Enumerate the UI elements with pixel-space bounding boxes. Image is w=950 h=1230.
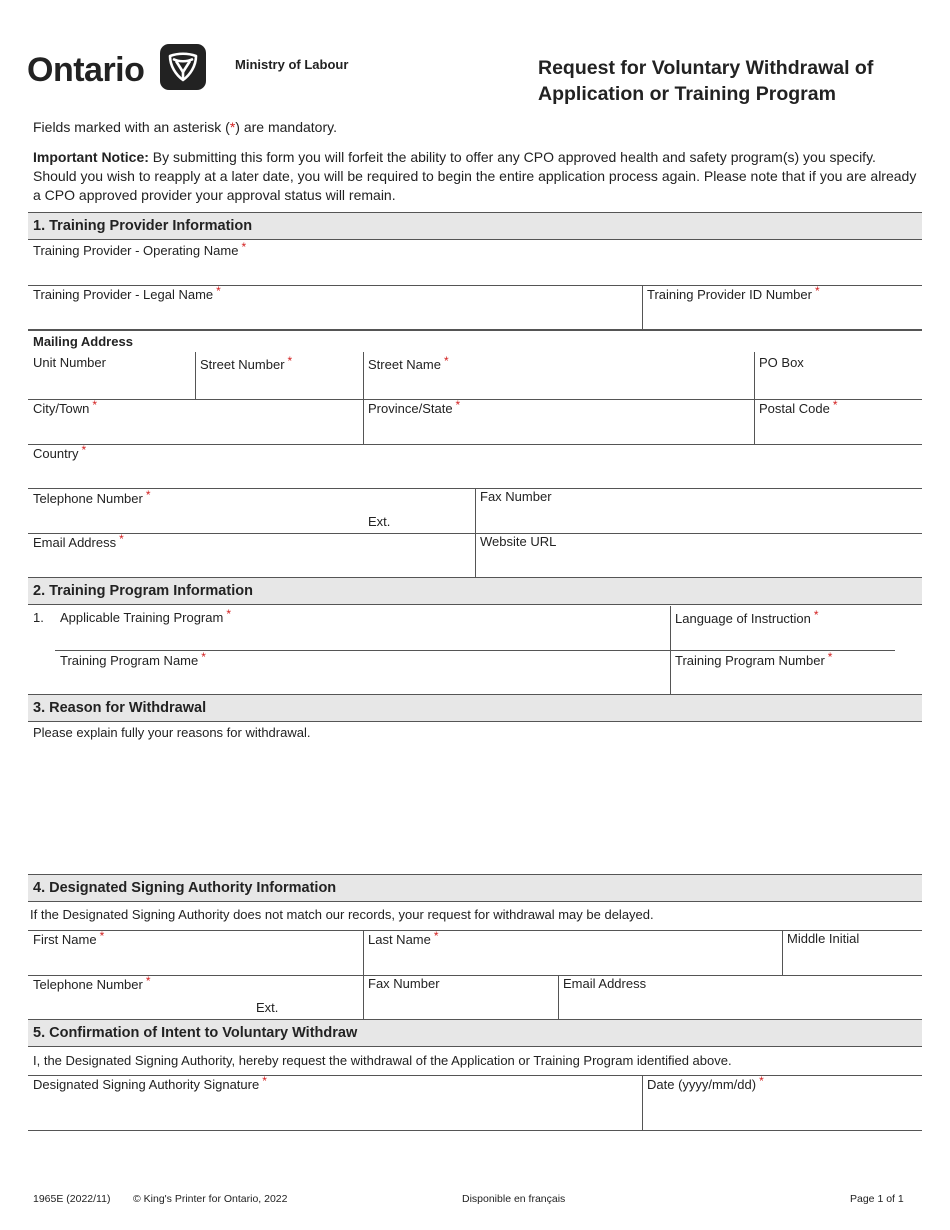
divider — [754, 352, 755, 444]
applicable-program-input[interactable] — [60, 630, 664, 648]
asterisk: * — [229, 119, 236, 135]
program-number-input[interactable] — [675, 673, 915, 691]
section-4-heading: 4. Designated Signing Authority Information — [28, 874, 922, 902]
postal-code-input[interactable] — [759, 422, 917, 440]
divider — [28, 1130, 922, 1131]
po-box-label: PO Box — [759, 355, 804, 370]
operating-name-input[interactable] — [33, 264, 918, 282]
program-number-label: Training Program Number * — [675, 650, 833, 668]
postal-code-label: Postal Code * — [759, 398, 838, 416]
legal-name-label: Training Provider - Legal Name * — [33, 284, 221, 302]
divider — [28, 1075, 922, 1076]
important-notice-text: By submitting this form you will forfeit the ability to offer any CPO approved health and safety program(s) you specify. Should you wish to reapply at a later date, you will be required to begin the entire application process again. Please note that if you are already a CPO approved provider your approval status will remain. — [33, 149, 917, 203]
city-label: City/Town * — [33, 398, 98, 416]
last-name-label: Last Name * — [368, 929, 439, 947]
important-notice — [33, 148, 923, 205]
street-name-label: Street Name * — [368, 354, 449, 372]
reason-instruction: Please explain fully your reasons for withdrawal. — [33, 725, 311, 740]
date-input[interactable] — [647, 1100, 917, 1124]
form-title-line2: Application or Training Program — [538, 83, 836, 105]
middle-initial-label: Middle Initial — [787, 931, 860, 946]
email-label: Email Address * — [33, 532, 124, 550]
first-name-input[interactable] — [33, 953, 358, 971]
program-name-input[interactable] — [60, 673, 664, 691]
operating-name-label: Training Provider - Operating Name * — [33, 240, 247, 258]
province-input[interactable] — [368, 422, 748, 440]
form-title-line1: Request for Voluntary Withdrawal of — [538, 57, 874, 79]
important-notice-label: Important Notice: — [33, 149, 149, 165]
dsa-fax-label: Fax Number — [368, 976, 440, 991]
unit-number-label: Unit Number — [33, 355, 106, 370]
telephone-input[interactable] — [33, 512, 358, 530]
fax-input[interactable] — [480, 510, 917, 528]
trillium-icon — [160, 44, 206, 90]
telephone-label: Telephone Number * — [33, 488, 151, 506]
divider — [558, 975, 559, 1020]
divider — [782, 930, 783, 975]
date-label: Date (yyyy/mm/dd) * — [647, 1074, 764, 1092]
country-input[interactable] — [33, 467, 918, 485]
street-name-input[interactable] — [368, 377, 748, 395]
divider — [28, 399, 922, 400]
mandatory-note — [33, 118, 923, 137]
mandatory-note-post: ) are mandatory. — [235, 119, 337, 135]
city-input[interactable] — [33, 422, 358, 440]
reason-textarea[interactable] — [33, 745, 918, 867]
signature-label: Designated Signing Authority Signature * — [33, 1074, 267, 1092]
divider — [28, 975, 922, 976]
divider — [55, 650, 895, 651]
dsa-telephone-input[interactable] — [33, 998, 248, 1016]
street-number-label: Street Number * — [200, 354, 293, 372]
page-number: Page 1 of 1 — [850, 1193, 904, 1205]
program-name-label: Training Program Name * — [60, 650, 206, 668]
dsa-fax-input[interactable] — [368, 997, 553, 1015]
ontario-logo-text: Ontario — [27, 51, 145, 89]
country-label: Country * — [33, 443, 87, 461]
provider-id-input[interactable] — [647, 308, 917, 326]
dsa-ext-label: Ext. — [256, 1000, 279, 1015]
dsa-note: If the Designated Signing Authority does not match our records, your request for withdrawal may be delayed. — [30, 907, 654, 922]
language-label: Language of Instruction * — [675, 608, 819, 626]
ministry-name: Ministry of Labour — [235, 57, 349, 72]
website-input[interactable] — [480, 555, 917, 573]
copyright: © King's Printer for Ontario, 2022 — [133, 1193, 288, 1205]
website-label: Website URL — [480, 534, 557, 549]
withdrawal-statement: I, the Designated Signing Authority, hereby request the withdrawal of the Application or Training Program identified above. — [33, 1053, 732, 1068]
provider-id-label: Training Provider ID Number * — [647, 284, 820, 302]
section-1-heading: 1. Training Provider Information — [28, 212, 922, 240]
row-number: 1. — [33, 610, 44, 625]
divider — [195, 352, 196, 399]
divider — [363, 352, 364, 444]
form-title — [538, 55, 938, 107]
signature-input[interactable] — [33, 1100, 633, 1124]
street-number-input[interactable] — [200, 377, 358, 395]
applicable-program-label: Applicable Training Program * — [60, 607, 231, 625]
section-5-heading: 5. Confirmation of Intent to Voluntary Withdraw — [28, 1019, 922, 1047]
divider — [28, 444, 922, 445]
dsa-ext-input[interactable] — [282, 998, 358, 1016]
po-box-input[interactable] — [759, 377, 917, 395]
mandatory-note-pre: Fields marked with an asterisk ( — [33, 119, 230, 135]
middle-initial-input[interactable] — [787, 953, 917, 971]
ext-label: Ext. — [368, 514, 391, 529]
divider — [28, 329, 922, 331]
ext-input[interactable] — [394, 512, 470, 530]
divider — [28, 533, 922, 534]
section-3-heading: 3. Reason for Withdrawal — [28, 694, 922, 722]
language-input[interactable] — [675, 630, 890, 648]
last-name-input[interactable] — [368, 953, 776, 971]
divider — [642, 285, 643, 330]
fax-label: Fax Number — [480, 489, 552, 504]
province-label: Province/State * — [368, 398, 461, 416]
first-name-label: First Name * — [33, 929, 105, 947]
dsa-telephone-label: Telephone Number * — [33, 974, 151, 992]
unit-number-input[interactable] — [33, 377, 188, 395]
divider — [28, 285, 922, 286]
divider — [642, 1075, 643, 1131]
form-number: 1965E (2022/11) — [33, 1193, 111, 1205]
dsa-email-label: Email Address — [563, 976, 647, 991]
legal-name-input[interactable] — [33, 308, 633, 326]
section-2-heading: 2. Training Program Information — [28, 577, 922, 605]
email-input[interactable] — [33, 556, 470, 574]
dsa-email-input[interactable] — [563, 997, 917, 1015]
mailing-address-heading: Mailing Address — [33, 334, 133, 349]
french-version-note: Disponible en français — [462, 1193, 566, 1205]
